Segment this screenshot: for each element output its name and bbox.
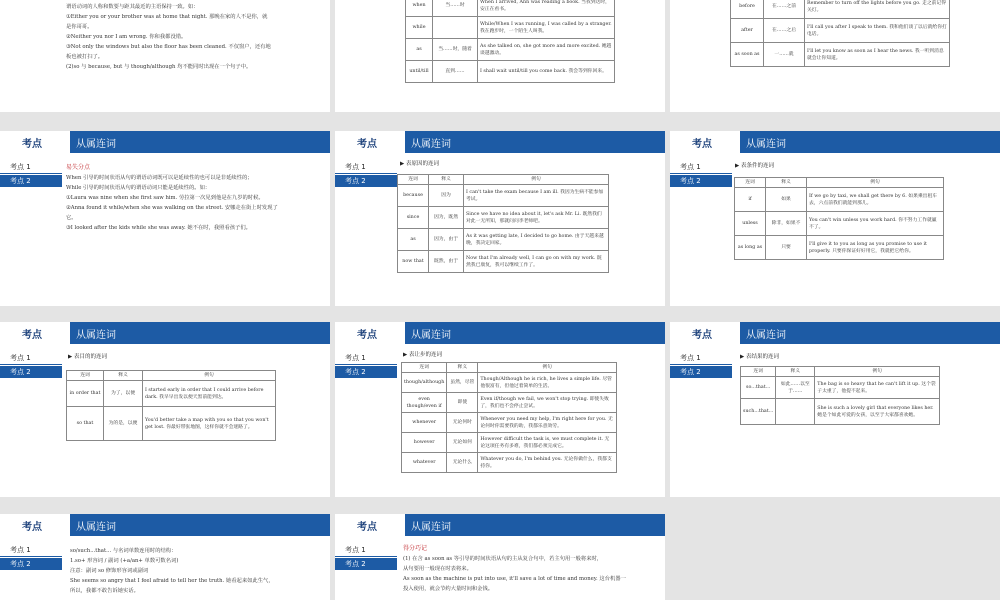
section-label: 考点 (357, 330, 377, 341)
heading-memory-tip: 得分巧记 (403, 545, 428, 552)
header-cell: 释义 (776, 367, 815, 377)
cell: so...that... (741, 377, 776, 399)
slide-text (403, 544, 655, 594)
cell: The bag is so heavy that he can't lift it up. 这个袋子太重了，他提不起来。 (815, 377, 940, 399)
text-line: When 引导的时间状语从句的谓语动词既可以是延续性的也可以是非延续性的； (66, 175, 253, 181)
cell: 为的是，以便 (104, 407, 143, 441)
section-tabs (335, 161, 397, 188)
text-line: ①Either you or your brother was at home that night. 那晚在家的人不是你，就 (66, 14, 268, 20)
slide-header (335, 514, 665, 536)
cell: so that (67, 407, 104, 441)
text-line: ②Neither you nor I am wrong. 你和我都没错。 (66, 34, 187, 40)
header-cell: 例句 (478, 363, 617, 373)
tab-kaodian-2[interactable]: 考点 2 (0, 558, 62, 570)
slide-header (0, 131, 330, 153)
tab-kaodian-1[interactable]: 考点 1 (670, 352, 732, 365)
table-subheading: ▶ 表目的的连词 (68, 354, 107, 360)
slide-11[interactable] (335, 514, 665, 600)
cell: until/till (406, 61, 433, 83)
cell: however (402, 433, 447, 453)
text-line: 1.so+ 形容词 / 副词 (+a/an+ 单数可数名词) (70, 558, 179, 564)
heading-easy-mistake: 易失分点 (66, 164, 91, 171)
cell: She is such a lovely girl that everyone likes her. 她是个如此可爱的女孩，以至于大家都喜欢她。 (815, 399, 940, 425)
text-line: 板也被打扫了。 (66, 54, 104, 60)
cell: 虽然，尽管 (447, 373, 478, 393)
cell: 因为，由于 (429, 229, 464, 251)
slide-header (670, 322, 1000, 344)
slide-8[interactable] (335, 322, 665, 497)
cell: Whenever you need my help, I'm right here for you. 无论何时你需要我的助，我都乐意效劳。 (478, 413, 617, 433)
cell: I'll let you know as soon as I hear the news. 我一听到消息就会让你知道。 (805, 43, 950, 67)
section-tabs (670, 352, 732, 379)
section-tabs (0, 544, 62, 571)
slide-5[interactable] (335, 131, 665, 306)
cell: whenever (402, 413, 447, 433)
slide-header (335, 322, 665, 344)
cell: 一……就 (764, 43, 805, 67)
section-label: 考点 (22, 522, 42, 533)
conjunction-table (405, 0, 615, 83)
slide-title: 从属连词 (411, 330, 451, 341)
tab-kaodian-1[interactable]: 考点 1 (0, 352, 62, 365)
cell: as (398, 229, 429, 251)
cell: I can't take the exam because I am ill. 我因为生病不能参加考试。 (464, 185, 609, 207)
cell: as soon as (731, 43, 764, 67)
header-cell: 连词 (402, 363, 447, 373)
text-line: ①Laura was nine when she first saw him. 劳拉第一次见到他是在九岁的时候。 (66, 195, 264, 201)
section-label: 考点 (357, 139, 377, 150)
cell: Remember to turn off the lights before you go. 走之前记得关灯。 (805, 0, 950, 19)
tab-kaodian-1[interactable]: 考点 1 (335, 352, 397, 365)
text-line: ③I looked after the kids while she was away. 她不在时，我照看孩子们。 (66, 225, 251, 231)
cell: 直到…… (433, 61, 478, 83)
tab-kaodian-2[interactable]: 考点 2 (335, 175, 397, 187)
cell: 如果 (766, 188, 807, 212)
text-line: As soon as the machine is put into use, it'll save a lot of time and money. 这台机器一 (403, 576, 626, 582)
slide-3[interactable] (670, 0, 1000, 112)
tab-kaodian-2[interactable]: 考点 2 (670, 366, 732, 378)
cell: even though/even if (402, 393, 447, 413)
cell: 如此……以至于…… (776, 377, 815, 399)
section-label: 考点 (357, 522, 377, 533)
cell: I shall wait until/till you come back. 我会等到你回来。 (478, 61, 615, 83)
section-tabs (670, 161, 732, 188)
slide-4[interactable] (0, 131, 330, 306)
cell: Whatever you do, I'm behind you. 无论你做什么，我都支持你。 (478, 453, 617, 473)
section-label: 考点 (692, 139, 712, 150)
cell: now that (398, 251, 429, 273)
cell (776, 399, 815, 425)
header-cell: 例句 (807, 178, 944, 188)
conjunction-table (730, 0, 950, 67)
cell: Even if/though we fail, we won't stop trying. 即使失败了，我们也不会停止尝试。 (478, 393, 617, 413)
reason-conjunction-table (397, 174, 609, 273)
section-tabs (335, 544, 397, 571)
text-line: 投入使用，就会节约大量时间和金钱。 (403, 586, 494, 592)
header-cell: 释义 (766, 178, 807, 188)
table-subheading: ▶ 表原因的连词 (400, 161, 439, 167)
cell: 无论何时 (447, 413, 478, 433)
concession-conjunction-table (401, 362, 617, 473)
cell: as (406, 39, 433, 61)
slide-title: 从属连词 (76, 522, 116, 533)
slide-text (66, 2, 320, 72)
condition-conjunction-table (734, 177, 944, 260)
header-cell: 例句 (143, 371, 276, 381)
cell: 即使 (447, 393, 478, 413)
cell: When I arrived, Ann was reading a book. 当我到达时，安正在看书。 (478, 0, 615, 17)
section-label: 考点 (22, 139, 42, 150)
cell: 只要 (766, 236, 807, 260)
text-line: She seems so angry that I feel afraid to tell her the truth. 她看起来如此生气， (70, 578, 274, 584)
header-cell: 例句 (464, 175, 609, 185)
cell: As she talked on, she got more and more excited. 她越谈越激动。 (478, 39, 615, 61)
section-tabs (335, 352, 397, 379)
cell: because (398, 185, 429, 207)
cell: though/although (402, 373, 447, 393)
cell: while (406, 17, 433, 39)
slide-title: 从属连词 (746, 330, 786, 341)
slide-6[interactable] (670, 131, 1000, 306)
cell: Though/Although he is rich, he lives a simple life. 尽管他很富有，但他过着简单的生活。 (478, 373, 617, 393)
cell: I started early in order that I could arrive before dark. 我早早出发以便天黑前能到达。 (143, 381, 276, 407)
tab-kaodian-2[interactable]: 考点 2 (670, 175, 732, 187)
table-subheading: ▶ 表结果的连词 (740, 354, 779, 360)
tab-kaodian-1[interactable]: 考点 1 (0, 544, 62, 557)
slide-title: 从属连词 (76, 139, 116, 150)
header-cell: 例句 (815, 367, 940, 377)
table-subheading: ▶ 表让步的连词 (403, 352, 442, 358)
cell: before (731, 0, 764, 19)
slide-text (66, 163, 320, 233)
tab-kaodian-1[interactable]: 考点 1 (335, 161, 397, 174)
tab-kaodian-2[interactable]: 考点 2 (0, 366, 62, 378)
text-line: (2)so 与 because, but 与 though/although 均不能同时出现在一个句子中。 (66, 64, 252, 70)
cell: 在……之后 (764, 19, 805, 43)
cell: as long as (735, 236, 766, 260)
cell (433, 17, 478, 39)
slide-header (0, 514, 330, 536)
cell: Now that I'm already well, I can go on with my work. 既然我已康复，我可以继续工作了。 (464, 251, 609, 273)
header-cell: 释义 (429, 175, 464, 185)
tab-kaodian-1[interactable]: 考点 1 (670, 161, 732, 174)
tab-kaodian-2[interactable]: 考点 2 (335, 366, 397, 378)
cell: in order that (67, 381, 104, 407)
header-cell: 释义 (104, 371, 143, 381)
cell: I'll call you after I speak to them. 我和他们谈了以后就给你打电话。 (805, 19, 950, 43)
cell: 无论如何 (447, 433, 478, 453)
cell: 因为，既然 (429, 207, 464, 229)
cell: whatever (402, 453, 447, 473)
result-conjunction-table (740, 366, 940, 425)
text-line: While 引导的时间状语从句的谓语动词只能是延续性的。如： (66, 185, 211, 191)
cell: I'll give it to you as long as you promise to use it properly. 只要你保证好好用它，我就把它给你。 (807, 236, 944, 260)
cell: 无论什么 (447, 453, 478, 473)
header-cell: 连词 (735, 178, 766, 188)
slide-9[interactable] (670, 322, 1000, 497)
slide-2[interactable] (335, 0, 665, 112)
slide-title: 从属连词 (76, 330, 116, 341)
slide-header (0, 322, 330, 344)
slide-7[interactable] (0, 322, 330, 497)
header-cell: 释义 (447, 363, 478, 373)
text-line: (1) 在含 as soon as 等引导的时间状语从句的主从复合句中，若主句用一般将来时， (403, 556, 603, 562)
tab-kaodian-2[interactable]: 考点 2 (335, 558, 397, 570)
purpose-conjunction-table (66, 370, 276, 441)
cell: Since we have no idea about it, let's ask Mr. Li. 既然我们对此一无所知，那就问问李老师吧。 (464, 207, 609, 229)
section-label: 考点 (22, 330, 42, 341)
cell: 既然，由于 (429, 251, 464, 273)
text-line: 是你哥哥。 (66, 24, 93, 30)
slide-header (335, 131, 665, 153)
text-line: 它。 (66, 215, 77, 221)
slide-title: 从属连词 (746, 139, 786, 150)
cell: As it was getting late, I decided to go home. 由于天越来越晚，我决定回家。 (464, 229, 609, 251)
cell: 因为 (429, 185, 464, 207)
text-line: 所以，我都不敢告诉她实话。 (70, 588, 139, 594)
cell: unless (735, 212, 766, 236)
slide-header (670, 131, 1000, 153)
cell: You'd better take a map with you so that you won't get lost. 你最好带张地图，这样你就不会迷路了。 (143, 407, 276, 441)
text-line: ③Not only the windows but also the floor has been cleaned. 不仅窗户，还有地 (66, 44, 271, 50)
text-line: 从句要用一般现在时表将来。 (403, 566, 472, 572)
text-line: ②Anna found it while/when she was walking on the street. 安娜走在街上时发现了 (66, 205, 278, 211)
cell: 除非，如果不 (766, 212, 807, 236)
header-cell: 连词 (398, 175, 429, 185)
slide-1[interactable] (0, 0, 330, 112)
cell: 当……时 (433, 0, 478, 17)
cell: when (406, 0, 433, 17)
section-tabs (0, 161, 62, 188)
cell: after (731, 19, 764, 43)
tab-kaodian-1[interactable]: 考点 1 (335, 544, 397, 557)
cell: 在……之前 (764, 0, 805, 19)
slide-title: 从属连词 (411, 522, 451, 533)
cell: 当……时，随着 (433, 39, 478, 61)
cell: since (398, 207, 429, 229)
cell: 为了，以便 (104, 381, 143, 407)
tab-kaodian-1[interactable]: 考点 1 (0, 161, 62, 174)
section-tabs (0, 352, 62, 379)
text-line: 注意：副词 so 修饰形容词或副词 (70, 568, 149, 574)
cell: such...that... (741, 399, 776, 425)
section-label: 考点 (692, 330, 712, 341)
slide-text (70, 546, 320, 596)
cell: If we go by taxi, we shall get there by 6. 如果乘出租车去，六点前我们就能到那儿。 (807, 188, 944, 212)
slide-10[interactable] (0, 514, 330, 600)
table-subheading: ▶ 表条件的连词 (735, 163, 774, 169)
cell: if (735, 188, 766, 212)
slide-title: 从属连词 (411, 139, 451, 150)
cell: You can't win unless you work hard. 你不努力工作就赢不了。 (807, 212, 944, 236)
header-cell: 连词 (67, 371, 104, 381)
cell: However difficult the task is, we must complete it. 无论这项任务有多难，我们都必须完成它。 (478, 433, 617, 453)
header-cell: 连词 (741, 367, 776, 377)
cell: While/When I was running, I was called by a stranger. 我在跑步时，一个陌生人叫我。 (478, 17, 615, 39)
tab-kaodian-2[interactable]: 考点 2 (0, 175, 62, 187)
text-line: so/such...that... 与名词单数连用时的结构： (70, 548, 177, 554)
text-line: 谓语动词的人称和数要与距其最近的主语保持一致。如： (66, 4, 199, 10)
